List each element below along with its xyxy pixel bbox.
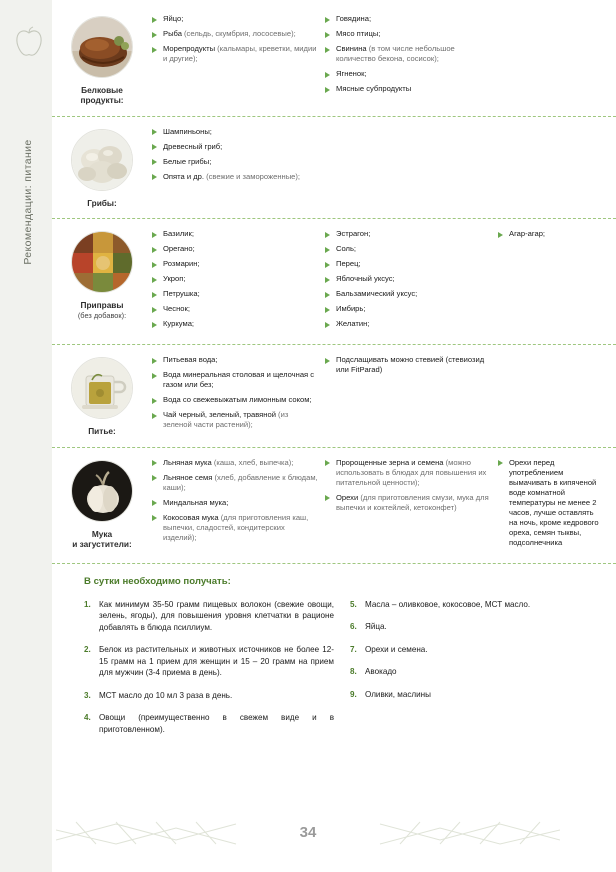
daily-title: В сутки необходимо получать: <box>84 575 231 587</box>
apple-icon <box>14 26 44 58</box>
tea-cup-photo <box>71 357 133 419</box>
daily-number: 8. <box>350 667 357 677</box>
item-list <box>325 14 492 94</box>
item-list <box>325 229 492 329</box>
list-item: Говядина; <box>325 14 492 24</box>
row-media <box>52 458 152 550</box>
content-area <box>52 0 616 872</box>
column <box>325 229 492 334</box>
list-item: Соль; <box>325 244 492 254</box>
category-title-line1: Белковые <box>81 85 123 95</box>
column <box>152 458 319 553</box>
daily-text: Оливки, маслины <box>365 689 431 699</box>
page-footer <box>0 818 616 858</box>
row-columns <box>152 14 602 99</box>
category-title <box>87 198 117 208</box>
list-item: Кокосовая мука (для приготовления каш, выпечки, сладостей, кондитерских изделий); <box>152 513 319 543</box>
list-item: Яблочный уксус; <box>325 274 492 284</box>
list-item: Желатин; <box>325 319 492 329</box>
list-item: Мясо птицы; <box>325 29 492 39</box>
list-item: Опята и др. (свежие и замороженные); <box>152 172 319 182</box>
table-row <box>52 0 616 117</box>
daily-requirements-section <box>52 576 600 746</box>
column <box>325 458 492 553</box>
list-item: Розмарин; <box>152 259 319 269</box>
daily-text: Орехи и семена. <box>365 644 428 654</box>
daily-text: Авокадо <box>365 667 397 677</box>
daily-number: 5. <box>350 599 357 609</box>
roast-meat-photo <box>71 16 133 78</box>
item-list <box>325 355 492 375</box>
category-title-line1: Приправы <box>80 300 124 311</box>
list-item: Льняная мука (каша, хлеб, выпечка); <box>152 458 319 468</box>
list-item: Подслащивать можно стевией (стевиозид или FitParad) <box>325 355 492 375</box>
row-columns <box>152 458 602 553</box>
daily-number: 9. <box>350 689 357 699</box>
column <box>325 355 492 435</box>
list-item: Куркума; <box>152 319 319 329</box>
item-list <box>152 355 319 430</box>
category-title <box>80 85 123 106</box>
daily-item <box>350 621 600 632</box>
row-columns <box>152 127 602 187</box>
item-list <box>152 127 319 182</box>
list-item: Вода со свежевыжатым лимонным соком; <box>152 395 319 405</box>
list-item: Имбирь; <box>325 304 492 314</box>
column <box>498 127 602 187</box>
daily-item <box>350 666 600 677</box>
category-title <box>72 529 132 550</box>
table-row <box>52 219 616 345</box>
list-item: Агар-агар; <box>498 229 602 239</box>
column <box>325 14 492 99</box>
list-item: Чеснок; <box>152 304 319 314</box>
column <box>498 14 602 99</box>
daily-number: 2. <box>84 645 91 655</box>
list-item: Петрушка; <box>152 289 319 299</box>
side-tab-label: Рекомендации: питание <box>22 139 34 265</box>
daily-number: 4. <box>84 713 91 723</box>
category-title-line2: (без добавок): <box>77 311 127 321</box>
table-row <box>52 117 616 219</box>
category-title-line2: и загустители: <box>72 538 132 549</box>
category-title <box>78 300 126 321</box>
list-item: Белые грибы; <box>152 157 319 167</box>
daily-column-right <box>350 599 600 746</box>
list-item: Миндальная мука; <box>152 498 319 508</box>
column <box>152 14 319 99</box>
mushrooms-photo <box>71 129 133 191</box>
daily-item <box>84 599 334 633</box>
list-item: Свинина (в том числе небольшое количество бекона, сосисок); <box>325 44 492 64</box>
daily-text: Овощи (преимущественно в свежем виде и в приготовленном). <box>99 713 334 734</box>
list-item: Эстрагон; <box>325 229 492 239</box>
list-item: Древесный гриб; <box>152 142 319 152</box>
daily-text: Как минимум 35-50 грамм пищевых волокон (свежие овощи, зелень, ягоды), для повышения уровня клетчатки в рационе добавлять в блюда псиллиум. <box>99 599 334 632</box>
list-item: Базилик; <box>152 229 319 239</box>
list-item: Орегано; <box>152 244 319 254</box>
daily-item <box>84 712 334 735</box>
category-title-line1: Питье: <box>88 426 116 437</box>
daily-columns <box>84 599 600 746</box>
list-item: Чай черный, зеленый, травяной (из зеленой части растений); <box>152 410 319 430</box>
list-item: Льняное семя (хлеб, добавление к блюдам, каши); <box>152 473 319 493</box>
category-title-line1: Мука <box>91 528 113 539</box>
daily-column-left <box>84 599 334 746</box>
daily-item <box>84 644 334 678</box>
column <box>498 355 602 435</box>
row-columns <box>152 229 602 334</box>
daily-item <box>84 690 334 701</box>
row-media <box>52 14 152 106</box>
daily-number: 7. <box>350 644 357 654</box>
spices-photo <box>71 231 133 293</box>
footer-ornament-left <box>56 818 256 853</box>
column <box>152 229 319 334</box>
item-list <box>152 458 319 543</box>
item-list <box>325 458 492 513</box>
list-item: Ягненок; <box>325 69 492 79</box>
table-row <box>52 448 616 564</box>
list-item: Яйцо; <box>152 14 319 24</box>
list-item: Пророщенные зерна и семена (можно использовать в блюдах для повышения их питательной ценности); <box>325 458 492 488</box>
list-item: Питьевая вода; <box>152 355 319 365</box>
item-list <box>498 229 602 239</box>
side-tab <box>0 0 52 872</box>
list-item: Вода минеральная столовая и щелочная с газом или без; <box>152 370 319 390</box>
page-number: 34 <box>299 824 317 841</box>
daily-number: 1. <box>84 599 91 609</box>
row-media <box>52 229 152 321</box>
item-list <box>152 14 319 64</box>
column <box>325 127 492 187</box>
list-item: Перец; <box>325 259 492 269</box>
garlic-photo <box>71 460 133 522</box>
list-item: Укроп; <box>152 274 319 284</box>
daily-number: 6. <box>350 622 357 632</box>
list-item: Орехи перед употреблением вымачивать в кипяченой воде комнатной температуры не менее 2 часов, лучше оставлять на ночь, кроме кедрового ореха, семян тыквы, подсолнечника <box>498 458 602 548</box>
row-media <box>52 127 152 208</box>
daily-item <box>350 599 600 610</box>
daily-number: 3. <box>84 690 91 700</box>
daily-text: Масла – оливковое, кокосовое, МСТ масло. <box>365 599 531 609</box>
category-title-line2: продукты: <box>80 95 124 106</box>
daily-text: МСТ масло до 10 мл 3 раза в день. <box>99 690 233 700</box>
row-columns <box>152 355 602 435</box>
list-item: Морепродукты (кальмары, креветки, мидии и другие); <box>152 44 319 64</box>
list-item: Рыба (сельдь, скумбрия, лососевые); <box>152 29 319 39</box>
daily-item <box>350 644 600 655</box>
list-item: Бальзамический уксус; <box>325 289 492 299</box>
daily-text: Белок из растительных и животных источников не более 12-15 грамм на 1 прием для женщин и 15 – 20 грамм на прием для мужчин (3-4 приема в день). <box>99 645 334 678</box>
daily-text: Яйца. <box>365 622 387 632</box>
item-list <box>498 458 602 548</box>
row-media <box>52 355 152 436</box>
column <box>498 229 602 334</box>
category-title-line1: Грибы: <box>87 197 117 208</box>
column <box>152 355 319 435</box>
column <box>152 127 319 187</box>
list-item: Шампиньоны; <box>152 127 319 137</box>
table-row <box>52 345 616 447</box>
daily-item <box>350 689 600 700</box>
list-item: Мясные субпродукты <box>325 84 492 94</box>
list-item: Орехи (для приготовления смузи, мука для выпечки и коктейлей, кетоконфет) <box>325 493 492 513</box>
column <box>498 458 602 553</box>
footer-ornament-right <box>360 818 560 853</box>
category-title <box>88 426 116 436</box>
item-list <box>152 229 319 329</box>
